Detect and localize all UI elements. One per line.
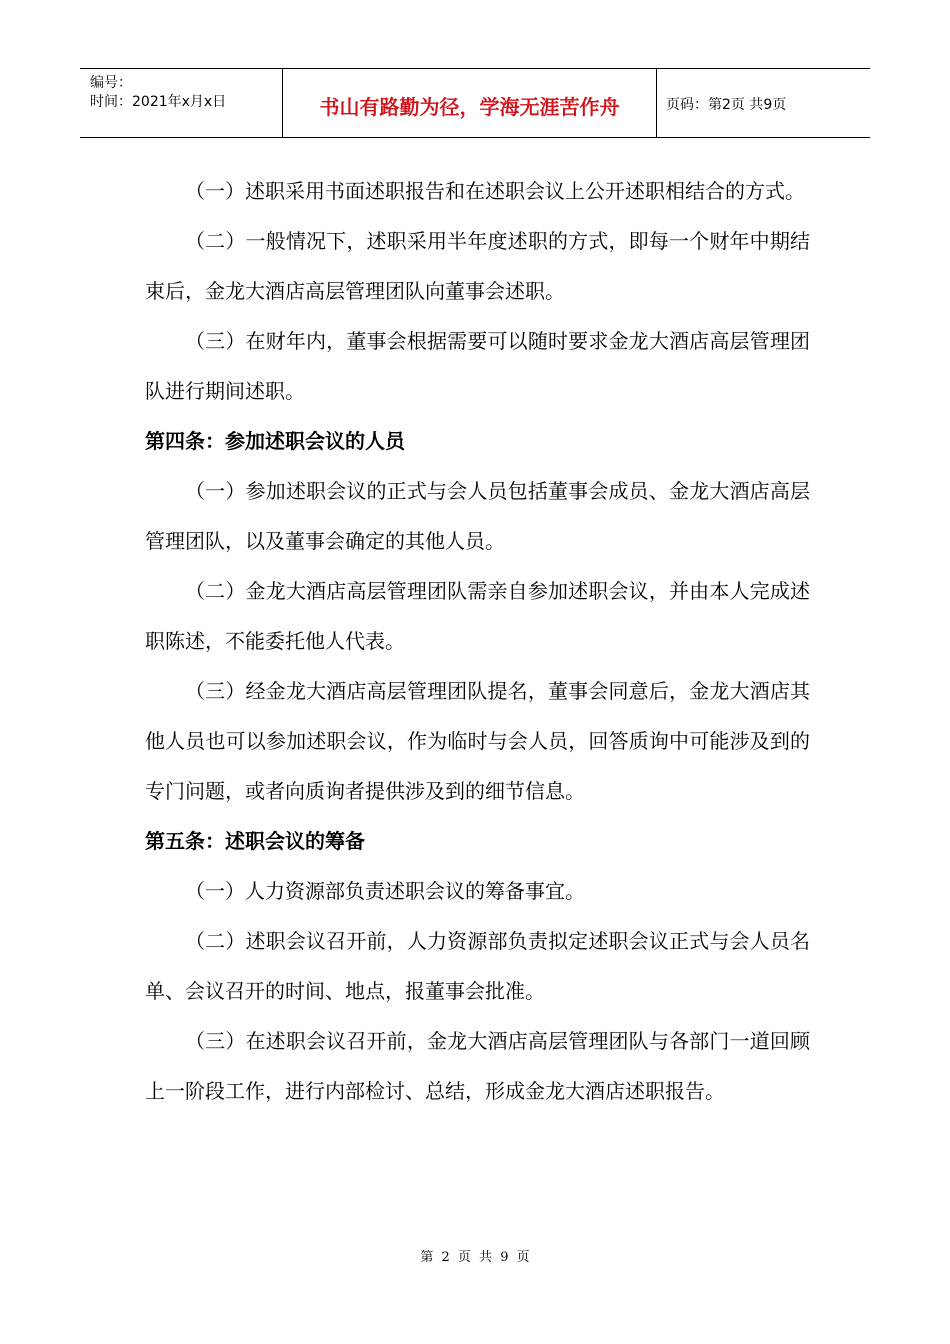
header-motto-cell (282, 69, 657, 137)
doc-date-label: 时间：2021年x月x日 (90, 94, 227, 110)
paragraph: （二）一般情况下，述职采用半年度述职的方式，即每一个财年中期结束后，金龙大酒店高层管理团队向董事会述职。 (145, 229, 810, 303)
document-header (80, 68, 870, 138)
paragraph: （一）参加述职会议的正式与会人员包括董事会成员、金龙大酒店高层管理团队，以及董事会确定的其他人员。 (145, 479, 810, 553)
document-body (145, 166, 810, 1116)
header-motto: 书山有路勤为径，学海无涯苦作舟 (319, 95, 620, 119)
section-heading: 第四条：参加述职会议的人员 (145, 429, 405, 453)
paragraph: （三）在述职会议召开前，金龙大酒店高层管理团队与各部门一道回顾上一阶段工作，进行内部检讨、总结，形成金龙大酒店述职报告。 (145, 1029, 810, 1103)
paragraph: （一）人力资源部负责述职会议的筹备事宜。 (185, 879, 585, 903)
paragraph: （二）金龙大酒店高层管理团队需亲自参加述职会议，并由本人完成述职陈述，不能委托他人代表。 (145, 579, 810, 653)
doc-number-label: 编号： (90, 75, 132, 91)
paragraph: （三）经金龙大酒店高层管理团队提名，董事会同意后，金龙大酒店其他人员也可以参加述职会议，作为临时与会人员，回答质询中可能涉及到的专门问题，或者向质询者提供涉及到的细节信息。 (145, 679, 810, 803)
paragraph: （三）在财年内，董事会根据需要可以随时要求金龙大酒店高层管理团队进行期间述职。 (145, 329, 810, 403)
header-page-info: 页码：第2页 共9页 (666, 97, 787, 113)
section-heading: 第五条：述职会议的筹备 (145, 829, 365, 853)
paragraph: （二）述职会议召开前，人力资源部负责拟定述职会议正式与会人员名单、会议召开的时间、地点，报董事会批准。 (145, 929, 810, 1003)
page-footer: 第 2 页 共 9 页 (420, 1250, 530, 1265)
header-meta-cell (80, 69, 282, 137)
header-page-cell (656, 69, 870, 137)
paragraph: （一）述职采用书面述职报告和在述职会议上公开述职相结合的方式。 (185, 179, 805, 203)
